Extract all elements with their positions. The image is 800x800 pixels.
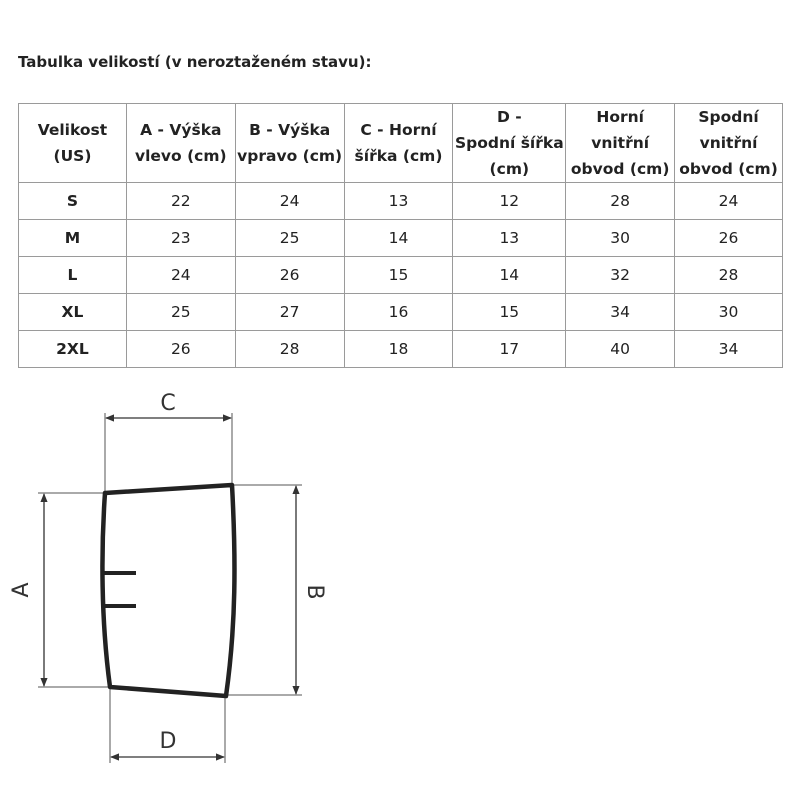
label-c: C: [160, 391, 176, 416]
table-cell: 27: [235, 294, 344, 331]
table-cell: 16: [344, 294, 453, 331]
label-b: B: [302, 584, 327, 600]
table-cell: 30: [675, 294, 783, 331]
table-cell: 15: [453, 294, 566, 331]
size-cell: M: [19, 220, 127, 257]
table-cell: 32: [566, 257, 675, 294]
table-cell: 13: [344, 183, 453, 220]
table-cell: 26: [235, 257, 344, 294]
measurement-diagram: [0, 380, 360, 780]
table-cell: 22: [126, 183, 235, 220]
size-cell: L: [19, 257, 127, 294]
size-cell: XL: [19, 294, 127, 331]
table-row: [19, 183, 783, 220]
table-cell: 18: [344, 331, 453, 368]
table-cell: 28: [675, 257, 783, 294]
table-cell: 24: [675, 183, 783, 220]
size-cell: S: [19, 183, 127, 220]
table-cell: 14: [344, 220, 453, 257]
size-table: [18, 103, 783, 368]
label-d: D: [159, 729, 177, 754]
table-cell: 24: [126, 257, 235, 294]
page-title: Tabulka velikostí (v neroztaženém stavu):: [18, 53, 372, 71]
table-cell: 23: [126, 220, 235, 257]
table-cell: 17: [453, 331, 566, 368]
table-cell: 40: [566, 331, 675, 368]
table-row: [19, 331, 783, 368]
table-cell: 24: [235, 183, 344, 220]
header-height-right: B - Výška vpravo (cm): [235, 104, 344, 183]
header-top-width: C - Horní šířka (cm): [344, 104, 453, 183]
table-cell: 25: [126, 294, 235, 331]
header-top-circumference: Horní vnitřní obvod (cm): [566, 104, 675, 183]
table-cell: 25: [235, 220, 344, 257]
header-bottom-width: D - Spodní šířka (cm): [453, 104, 566, 183]
header-bottom-circumference: Spodní vnitřní obvod (cm): [675, 104, 783, 183]
garment-outline: [102, 485, 234, 696]
label-a: A: [9, 582, 34, 598]
table-cell: 30: [566, 220, 675, 257]
table-row: [19, 257, 783, 294]
size-cell: 2XL: [19, 331, 127, 368]
table-row: [19, 294, 783, 331]
table-cell: 12: [453, 183, 566, 220]
table-cell: 26: [126, 331, 235, 368]
table-cell: 13: [453, 220, 566, 257]
header-height-left: A - Výška vlevo (cm): [126, 104, 235, 183]
table-header-row: [19, 104, 783, 183]
table-row: [19, 220, 783, 257]
table-cell: 15: [344, 257, 453, 294]
table-cell: 26: [675, 220, 783, 257]
header-size: Velikost (US): [19, 104, 127, 183]
table-cell: 28: [235, 331, 344, 368]
table-cell: 34: [675, 331, 783, 368]
extension-lines: [38, 413, 302, 763]
table-cell: 28: [566, 183, 675, 220]
table-cell: 34: [566, 294, 675, 331]
table-cell: 14: [453, 257, 566, 294]
